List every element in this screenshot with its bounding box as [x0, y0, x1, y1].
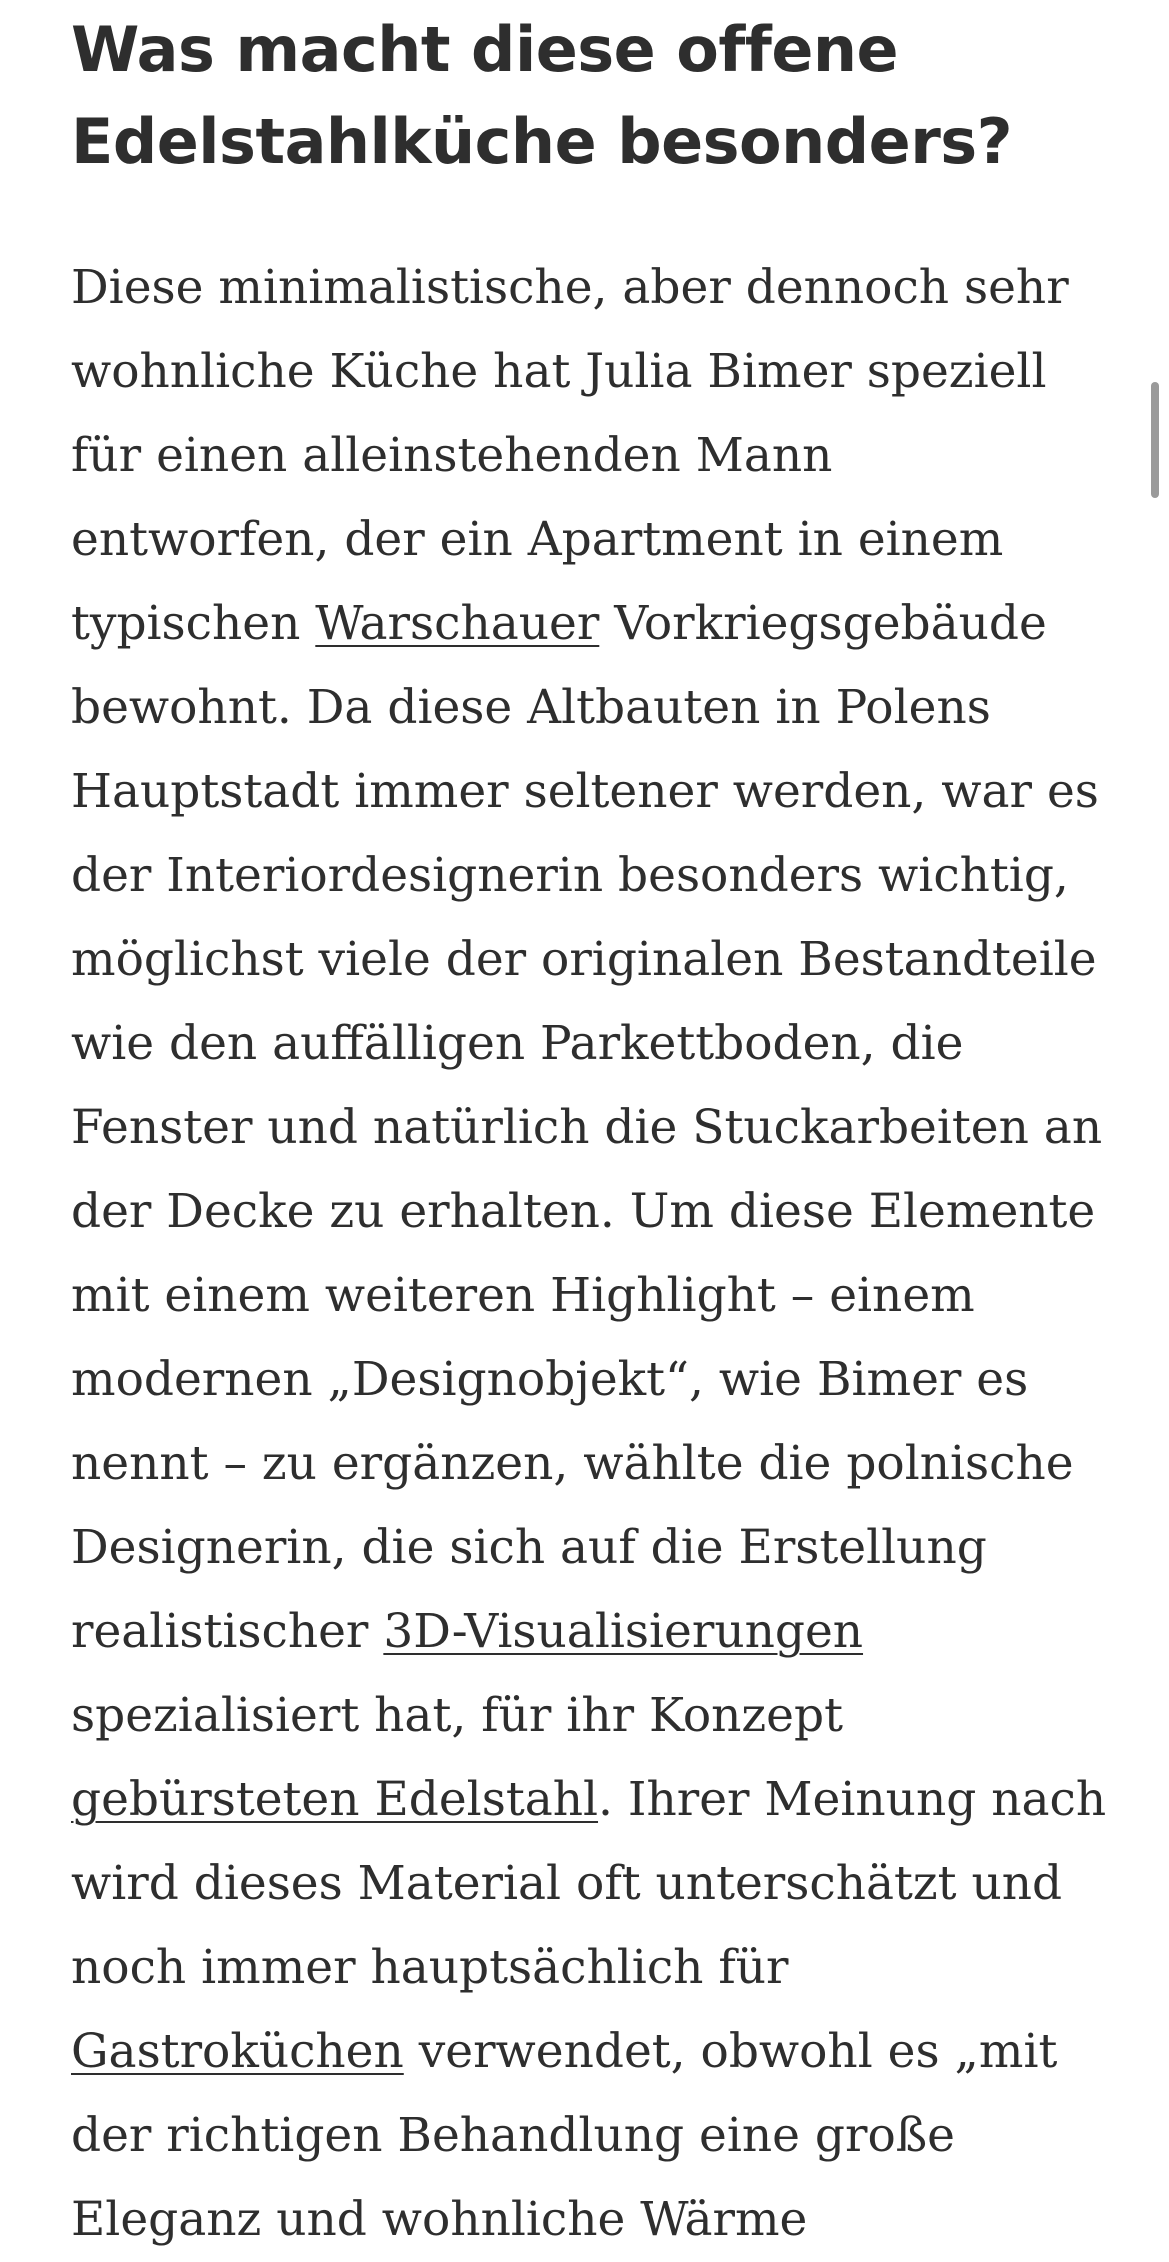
text-segment: Vorkriegsgebäude: [599, 596, 1047, 651]
paragraph-line: für einen alleinstehenden Mann: [71, 428, 833, 483]
paragraph-line: Designerin, die sich auf die Erstellung: [71, 1520, 987, 1575]
paragraph-line: möglichst viele der originalen Bestandteile: [71, 932, 1097, 987]
paragraph-line: [71, 2010, 1111, 2094]
paragraph-line: modernen „Designobjekt“, wie Bimer es: [71, 1352, 1029, 1407]
text-segment: verwendet, obwohl es „mit: [403, 2024, 1058, 2079]
paragraph-line: mit einem weiteren Highlight – einem: [71, 1268, 975, 1323]
heading-line: Was macht diese offene: [71, 13, 899, 86]
article-heading: [71, 0, 1111, 188]
paragraph-line: Fenster und natürlich die Stuckarbeiten an: [71, 1100, 1103, 1155]
text-segment: typischen: [71, 596, 316, 651]
paragraph-line: noch immer hauptsächlich für: [71, 1940, 789, 1995]
link-gastrokuechen[interactable]: Gastroküchen: [71, 2024, 404, 2079]
link-3d-visualisierungen[interactable]: 3D-Visualisierungen: [383, 1604, 864, 1659]
article-paragraph: [71, 246, 1111, 2262]
paragraph-line: wohnliche Küche hat Julia Bimer speziell: [71, 344, 1047, 399]
paragraph-line: wie den auffälligen Parkettboden, die: [71, 1016, 964, 1071]
text-segment: . Ihrer Meinung nach: [598, 1772, 1107, 1827]
paragraph-line: [71, 1758, 1111, 1842]
heading-line: Edelstahlküche besonders?: [71, 105, 1013, 178]
text-segment: realistischer: [71, 1604, 384, 1659]
link-warschauer[interactable]: Warschauer: [315, 596, 600, 651]
paragraph-line: [71, 1590, 1111, 1674]
paragraph-line: Eleganz und wohnliche Wärme: [71, 2192, 808, 2247]
paragraph-line: der richtigen Behandlung eine große: [71, 2108, 955, 2163]
paragraph-line: Hauptstadt immer seltener werden, war es: [71, 764, 1099, 819]
paragraph-line: spezialisiert hat, für ihr Konzept: [71, 1688, 843, 1743]
paragraph-line: [71, 582, 1111, 666]
paragraph-line: bewohnt. Da diese Altbauten in Polens: [71, 680, 991, 735]
link-gebuersteten-edelstahl[interactable]: gebürsteten Edelstahl: [71, 1772, 599, 1827]
paragraph-line: entworfen, der ein Apartment in einem: [71, 512, 1004, 567]
paragraph-line: der Interiordesignerin besonders wichtig,: [71, 848, 1069, 903]
paragraph-line: wird dieses Material oft unterschätzt und: [71, 1856, 1063, 1911]
paragraph-line: Diese minimalistische, aber dennoch sehr: [71, 260, 1069, 315]
paragraph-line: nennt – zu ergänzen, wählte die polnische: [71, 1436, 1074, 1491]
article: [71, 0, 1111, 2247]
scrollbar-thumb[interactable]: [1151, 382, 1159, 498]
paragraph-line: der Decke zu erhalten. Um diese Elemente: [71, 1184, 1096, 1239]
